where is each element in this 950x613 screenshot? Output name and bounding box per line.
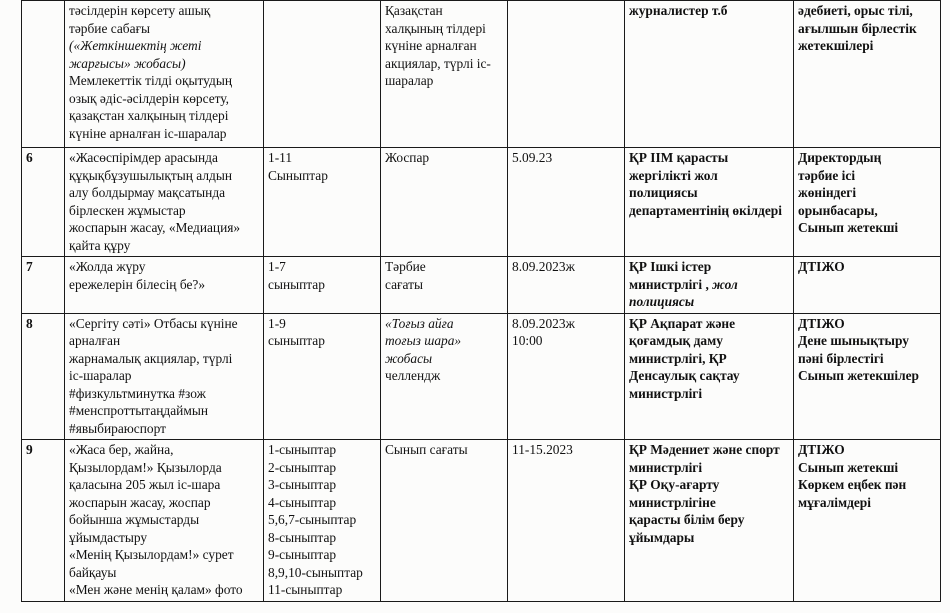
cell-line: жетекшілері	[798, 38, 874, 53]
event-cell	[65, 1, 264, 148]
cell-line: жарғысы» жобасы)	[69, 55, 186, 71]
date-cell	[508, 148, 625, 257]
cell-line-italic: жол	[712, 276, 738, 292]
cell-line	[629, 276, 789, 294]
table-row	[22, 1, 941, 148]
classes-cell	[264, 257, 381, 314]
table-row	[22, 313, 941, 440]
cell-line: ҚР ІІМ қарасты	[629, 150, 729, 165]
cell-line: бірлескен жұмыстар	[69, 202, 186, 218]
cell-line: 10:00	[512, 333, 543, 348]
table-body	[22, 1, 941, 602]
cell-line: іс-шаралар	[69, 368, 132, 383]
cell-line: Денсаулық сақтау	[629, 368, 740, 383]
cell-line: 11-15.2023	[512, 442, 573, 457]
row-number-cell: 9	[22, 440, 65, 602]
partners-cell	[625, 148, 794, 257]
cell-line: жоспарын жасау, жоспар	[69, 494, 211, 510]
cell-line: 1-сыныптар	[268, 442, 337, 457]
cell-line: Сынып жетекші	[798, 459, 899, 475]
cell-line: «Сергіту сәті» Отбасы күніне	[69, 315, 238, 331]
form-cell	[381, 313, 508, 440]
cell-line: озық әдіс-әсілдерін көрсету,	[69, 90, 230, 106]
cell-line: «Жасөспірімдер арасында	[69, 150, 218, 165]
cell-line: #явыбираюспорт	[69, 420, 166, 436]
cell-line: «Мен және менің қалам» фото	[69, 582, 243, 597]
cell-line: пәні бірлестігі	[798, 350, 884, 366]
cell-line: қарасты білім беру	[629, 512, 745, 527]
cell-line: 5,6,7-сыныптар	[268, 512, 357, 527]
cell-line: Қызылордам!» Қызылорда	[69, 459, 222, 475]
cell-line: шаралар	[385, 73, 434, 88]
cell-line: ағылшын бірлестік	[798, 20, 917, 36]
cell-line: ҚР Оқу-ағарту	[629, 477, 720, 492]
responsible-cell	[794, 257, 941, 314]
form-cell	[381, 148, 508, 257]
partners-cell	[625, 440, 794, 602]
cell-line: тәрбие ісі	[798, 167, 856, 183]
cell-line: қоғамдық даму	[629, 333, 723, 348]
cell-line: мұғалімдері	[798, 494, 871, 510]
cell-line: әдебиеті, орыс тілі,	[798, 3, 913, 18]
cell-line: 11-сыныптар	[268, 582, 343, 597]
table-row	[22, 440, 941, 602]
cell-line: ұйымдастыру	[69, 529, 148, 545]
cell-line: Сыныптар	[268, 167, 328, 183]
cell-line: министрлігі, ҚР	[629, 350, 727, 366]
event-cell	[65, 313, 264, 440]
cell-line: министрлігіне	[629, 494, 716, 510]
cell-line: министрлігі	[629, 459, 703, 475]
cell-line: ДТІЖО	[798, 315, 845, 331]
cell-line: Тәрбие	[385, 259, 426, 274]
cell-line: Сынып жетекшілер	[798, 368, 919, 383]
cell-line: арналған	[69, 333, 121, 348]
cell-line: журналистер т.б	[629, 3, 728, 18]
cell-line: халқының тілдері	[385, 20, 486, 36]
responsible-cell	[794, 313, 941, 440]
row-number-cell: 6	[22, 148, 65, 257]
cell-line: 8.09.2023ж	[512, 259, 575, 274]
cell-line: «Жаса бер, жайна,	[69, 442, 174, 457]
cell-line: Қазақстан	[385, 3, 443, 18]
date-cell	[508, 257, 625, 314]
cell-line: департаментінің өкілдері	[629, 202, 782, 218]
cell-line: жөніндегі	[798, 185, 857, 200]
row-number-cell: 8	[22, 313, 65, 440]
cell-line-plain: министрлігі ,	[629, 276, 713, 292]
cell-line: жобасы	[385, 350, 433, 366]
classes-cell	[264, 440, 381, 602]
cell-line: тәсілдерін көрсету ашық	[69, 3, 211, 18]
cell-line: ҚР Ішкі істер	[629, 259, 712, 274]
cell-line: күніне арналған іс-шаралар	[69, 125, 227, 141]
cell-line: байқауы	[69, 564, 117, 580]
responsible-cell	[794, 1, 941, 148]
cell-line: акциялар, түрлі іс-	[385, 55, 491, 71]
cell-line: алу болдырмау мақсатында	[69, 185, 226, 200]
cell-line: министрлігі	[629, 385, 703, 401]
cell-line: тәрбие сабағы	[69, 20, 151, 36]
cell-line: 8.09.2023ж	[512, 315, 575, 331]
responsible-cell	[794, 440, 941, 602]
cell-line: ДТІЖО	[798, 259, 845, 274]
partners-cell	[625, 313, 794, 440]
partners-cell	[625, 1, 794, 148]
cell-line: 9-сыныптар	[268, 547, 337, 562]
classes-cell	[264, 313, 381, 440]
cell-line: қайта құру	[69, 237, 131, 253]
cell-line: полициясы	[629, 185, 698, 200]
cell-line: Мемлекеттік тілді оқытудың	[69, 73, 233, 88]
event-cell	[65, 257, 264, 314]
cell-line: сыныптар	[268, 276, 325, 292]
responsible-cell	[794, 148, 941, 257]
event-cell	[65, 440, 264, 602]
cell-line: «Менің Қызылордам!» сурет	[69, 547, 234, 562]
date-cell	[508, 313, 625, 440]
cell-line: 8-сыныптар	[268, 529, 337, 545]
cell-line: ережелерін білесің бе?»	[69, 276, 206, 292]
cell-line: қаласына 205 жыл іс-шара	[69, 477, 221, 492]
cell-line: Сынып жетекші	[798, 220, 899, 235]
cell-line: ДТІЖО	[798, 442, 845, 457]
cell-line: челлендж	[385, 368, 441, 383]
cell-line: 8,9,10-сыныптар	[268, 564, 363, 580]
events-plan-table	[21, 0, 941, 602]
cell-line: Сынып сағаты	[385, 442, 468, 457]
cell-line: күніне арналған	[385, 38, 477, 53]
cell-line: полициясы	[629, 294, 695, 309]
cell-line: 4-сыныптар	[268, 494, 337, 510]
table-row	[22, 257, 941, 314]
cell-line: жарнамалық акциялар, түрлі	[69, 350, 233, 366]
cell-line: («Жеткіншектің жеті	[69, 38, 202, 53]
cell-line: орынбасары,	[798, 202, 878, 218]
form-cell	[381, 440, 508, 602]
cell-line: 2-сыныптар	[268, 459, 337, 475]
date-cell	[508, 1, 625, 148]
cell-line: «Тоғыз айға	[385, 315, 454, 331]
cell-line: ұйымдары	[629, 529, 695, 545]
form-cell	[381, 1, 508, 148]
cell-line: ҚР Мәдениет және спорт	[629, 442, 780, 457]
cell-line: құқықбұзушылықтың алдын	[69, 167, 232, 183]
cell-line: 1-11	[268, 150, 293, 165]
cell-line: сыныптар	[268, 333, 325, 348]
cell-line: қазақстан халқының тілдері	[69, 108, 229, 123]
cell-line: тоғыз шара»	[385, 333, 462, 348]
cell-line: «Жолда жүру	[69, 259, 146, 274]
cell-line: 1-7	[268, 259, 286, 274]
cell-line: 1-9	[268, 315, 286, 331]
cell-line: #менспроттытаңдаймын	[69, 403, 208, 418]
cell-line: Директордың	[798, 150, 882, 165]
cell-line: Жоспар	[385, 150, 430, 165]
cell-line: 5.09.23	[512, 150, 553, 165]
cell-line: бойынша жұмыстарды	[69, 512, 200, 527]
row-number-cell: 7	[22, 257, 65, 314]
form-cell	[381, 257, 508, 314]
cell-line: Дене шынықтыру	[798, 333, 909, 348]
cell-line: жергілікті жол	[629, 167, 718, 183]
cell-line: Көркем еңбек пән	[798, 477, 907, 492]
table-row	[22, 148, 941, 257]
event-cell	[65, 148, 264, 257]
cell-line: 3-сыныптар	[268, 477, 337, 492]
date-cell	[508, 440, 625, 602]
classes-cell	[264, 1, 381, 148]
cell-line: #физкультминутка #зож	[69, 385, 206, 401]
classes-cell	[264, 148, 381, 257]
cell-line: ҚР Ақпарат және	[629, 315, 736, 331]
cell-line: сағаты	[385, 276, 423, 292]
partners-cell	[625, 257, 794, 314]
row-number-cell	[22, 1, 65, 148]
cell-line: жоспарын жасау, «Медиация»	[69, 220, 241, 235]
